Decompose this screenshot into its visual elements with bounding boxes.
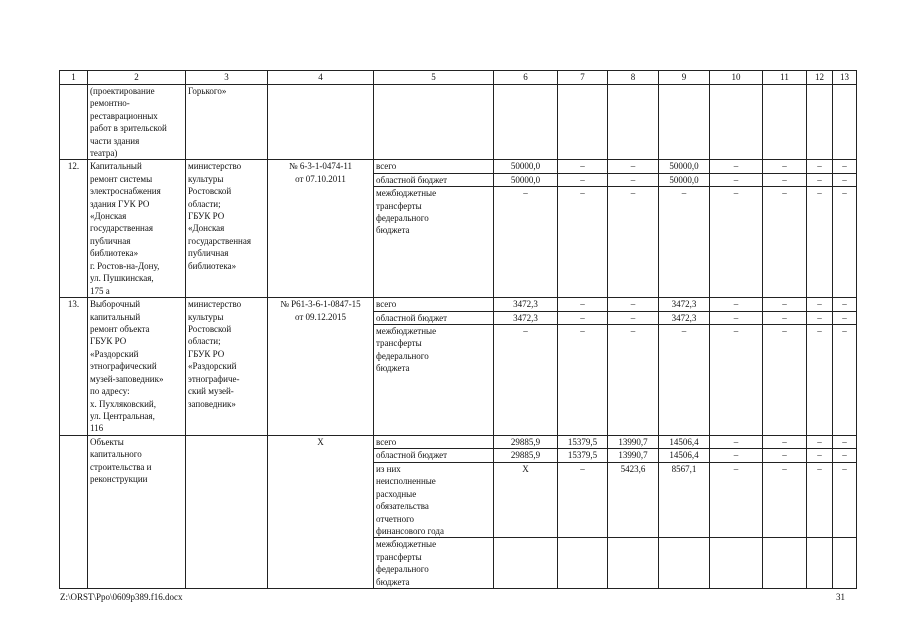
value-cell: 29885,9 xyxy=(494,436,558,449)
value-cell: 13990,7 xyxy=(608,436,659,449)
value-cell xyxy=(494,538,558,589)
value-cell: – xyxy=(710,462,763,537)
value-cell: – xyxy=(710,160,763,173)
funding-source: межбюджетные трансферты федерального бюджета xyxy=(374,538,494,589)
funding-source: межбюджетные трансферты федерального бюджета xyxy=(374,187,494,298)
value-cell: – xyxy=(763,462,807,537)
value-cell: – xyxy=(558,462,608,537)
value-cell: – xyxy=(763,173,807,186)
col-header: 7 xyxy=(558,71,608,85)
value-cell: – xyxy=(807,187,833,298)
project-name: Капитальный ремонт системы электроснабжения здания ГУК РО «Донская государственная публичная библиотека» г. Ростов-на-Дону, ул. Пушкинская, 175 а xyxy=(88,160,186,298)
value-cell xyxy=(833,538,857,589)
value-cell xyxy=(608,538,659,589)
table-row xyxy=(60,160,857,173)
value-cell: 29885,9 xyxy=(494,449,558,462)
value-cell: 15379,5 xyxy=(558,436,608,449)
value-cell: – xyxy=(833,462,857,537)
value-cell: – xyxy=(558,311,608,324)
project-name: Выборочный капитальный ремонт объекта ГБУК РО «Раздорский этнографический музей-заповедник» по адресу: х. Пухляковский, ул. Центральная, 116 xyxy=(88,298,186,436)
value-cell: – xyxy=(807,462,833,537)
value-cell: – xyxy=(807,449,833,462)
funding-source: областной бюджет xyxy=(374,449,494,462)
value-cell: 3472,3 xyxy=(659,311,710,324)
table-row xyxy=(60,85,857,160)
project-name: Объекты капитального строительства и реконструкции xyxy=(88,436,186,589)
col-header: 13 xyxy=(833,71,857,85)
funding-source: межбюджетные трансферты федерального бюджета xyxy=(374,325,494,436)
value-cell: – xyxy=(608,311,659,324)
value-cell: – xyxy=(763,160,807,173)
header-row xyxy=(60,71,857,85)
organization: министерство культуры Ростовской области; ГБУК РО «Раздорский этнографиче- ский музей- заповедник» xyxy=(186,298,268,436)
value-cell: – xyxy=(833,436,857,449)
value-cell: – xyxy=(558,173,608,186)
value-cell: – xyxy=(608,187,659,298)
table-row xyxy=(60,436,857,449)
document-ref: № Р61-3-6-1-0847-15 от 09.12.2015 xyxy=(268,298,374,436)
value-cell: – xyxy=(807,311,833,324)
value-cell: – xyxy=(710,311,763,324)
value-cell: – xyxy=(833,160,857,173)
value-cell: – xyxy=(608,325,659,436)
value-cell: – xyxy=(558,160,608,173)
value-cell: – xyxy=(807,325,833,436)
value-cell: – xyxy=(558,325,608,436)
organization: министерство культуры Ростовской области; ГБУК РО «Донская государственная публичная библиотека» xyxy=(186,160,268,298)
value-cell: 50000,0 xyxy=(659,160,710,173)
value-cell: 14506,4 xyxy=(659,436,710,449)
funding-source: из них неисполненные расходные обязательства отчетного финансового года xyxy=(374,462,494,537)
value-cell xyxy=(659,538,710,589)
value-cell: – xyxy=(833,173,857,186)
value-cell: – xyxy=(763,187,807,298)
col-header: 2 xyxy=(88,71,186,85)
value-cell: 50000,0 xyxy=(494,160,558,173)
funding-source: областной бюджет xyxy=(374,173,494,186)
value-cell: 13990,7 xyxy=(608,449,659,462)
row-number: 12. xyxy=(60,160,88,298)
value-cell: 50000,0 xyxy=(494,173,558,186)
value-cell xyxy=(763,538,807,589)
value-cell: – xyxy=(833,298,857,311)
col-header: 3 xyxy=(186,71,268,85)
value-cell: – xyxy=(558,187,608,298)
value-cell: – xyxy=(833,325,857,436)
value-cell: – xyxy=(763,436,807,449)
value-cell: – xyxy=(710,173,763,186)
value-cell xyxy=(710,538,763,589)
value-cell: – xyxy=(807,173,833,186)
value-cell: – xyxy=(710,449,763,462)
funding-source: областной бюджет xyxy=(374,311,494,324)
value-cell: Х xyxy=(494,462,558,537)
value-cell: – xyxy=(807,298,833,311)
value-cell: – xyxy=(608,298,659,311)
page-number: 31 xyxy=(836,592,845,602)
value-cell: – xyxy=(494,325,558,436)
value-cell: 5423,6 xyxy=(608,462,659,537)
organization: Горького» xyxy=(186,85,268,160)
value-cell: – xyxy=(494,187,558,298)
value-cell: – xyxy=(833,449,857,462)
col-header: 4 xyxy=(268,71,374,85)
value-cell: – xyxy=(608,173,659,186)
value-cell xyxy=(558,538,608,589)
value-cell: 14506,4 xyxy=(659,449,710,462)
value-cell: – xyxy=(833,187,857,298)
row-number: 13. xyxy=(60,298,88,436)
value-cell: 3472,3 xyxy=(659,298,710,311)
document-ref: № 6-3-1-0474-11 от 07.10.2011 xyxy=(268,160,374,298)
budget-table xyxy=(59,70,857,589)
footer-file-path: Z:\ORST\Ppo\0609p389.f16.docx xyxy=(60,592,183,602)
value-cell: – xyxy=(659,325,710,436)
value-cell: – xyxy=(710,187,763,298)
value-cell: – xyxy=(558,298,608,311)
value-cell: – xyxy=(833,311,857,324)
value-cell: – xyxy=(763,311,807,324)
col-header: 6 xyxy=(494,71,558,85)
value-cell: 50000,0 xyxy=(659,173,710,186)
col-header: 9 xyxy=(659,71,710,85)
value-cell: – xyxy=(763,325,807,436)
col-header: 1 xyxy=(60,71,88,85)
value-cell: – xyxy=(608,160,659,173)
col-header: 5 xyxy=(374,71,494,85)
value-cell: – xyxy=(807,160,833,173)
col-header: 12 xyxy=(807,71,833,85)
col-header: 11 xyxy=(763,71,807,85)
funding-source: всего xyxy=(374,436,494,449)
funding-source: всего xyxy=(374,298,494,311)
col-header: 10 xyxy=(710,71,763,85)
value-cell: – xyxy=(710,325,763,436)
value-cell: – xyxy=(710,298,763,311)
value-cell: – xyxy=(659,187,710,298)
document-ref: Х xyxy=(268,436,374,589)
value-cell: 15379,5 xyxy=(558,449,608,462)
value-cell: 3472,3 xyxy=(494,311,558,324)
value-cell: 8567,1 xyxy=(659,462,710,537)
value-cell: 3472,3 xyxy=(494,298,558,311)
table-row xyxy=(60,298,857,311)
value-cell: – xyxy=(763,298,807,311)
value-cell xyxy=(807,538,833,589)
funding-source: всего xyxy=(374,160,494,173)
value-cell: – xyxy=(807,436,833,449)
project-name: (проектирование ремонтно- реставрационных работ в зрительской части здания театра) xyxy=(88,85,186,160)
value-cell: – xyxy=(763,449,807,462)
col-header: 8 xyxy=(608,71,659,85)
value-cell: – xyxy=(710,436,763,449)
